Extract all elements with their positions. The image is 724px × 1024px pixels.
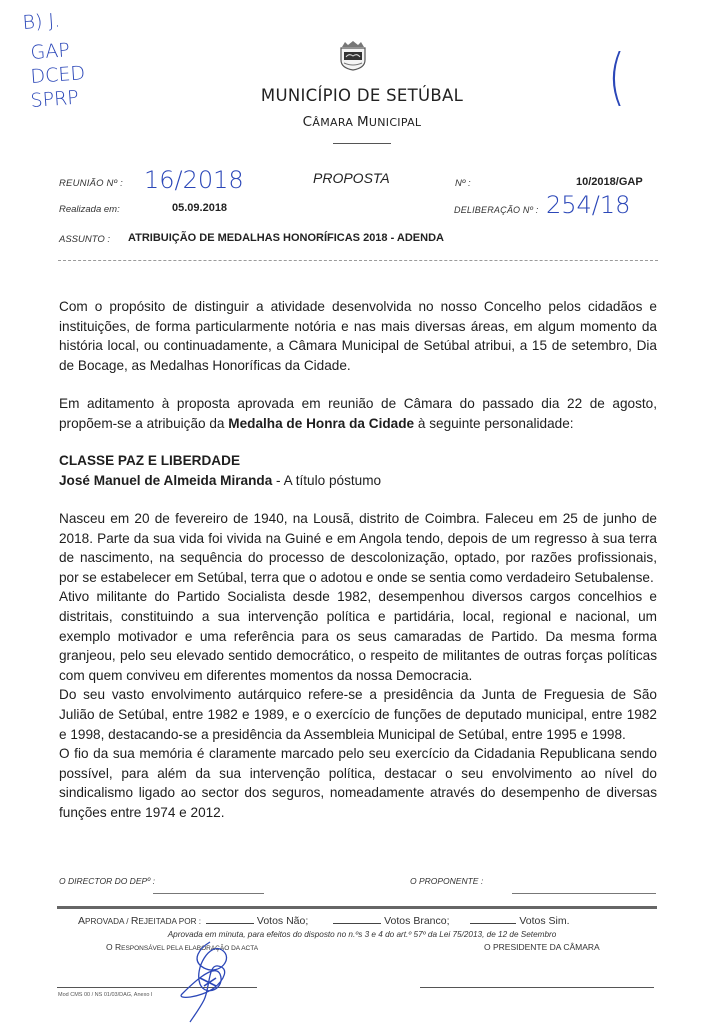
proposal-text-end: à seguinte personalidade: (414, 415, 574, 431)
handwritten-signature (170, 938, 250, 1024)
footer-divider (57, 906, 657, 909)
handwritten-note-line: SPRP (29, 86, 80, 112)
bio-paragraph: Nasceu em 20 de fevereiro de 1940, na Lousã, distrito de Coimbra. Faleceu em 25 de junho de 2018. Parte da sua vida foi vivida na Guiné e em Angola tendo, depois de um regresso à sua terra de nascimento, na sequência do processo de descolonização, optado, por razões profissionais, por se estabelecer em Setúbal, terra que o adotou e onde se sentia como verdadeiro Setubalense. (59, 511, 657, 585)
handwritten-note-line: DCED (29, 62, 86, 88)
header-divider (58, 260, 658, 261)
presidente-label: O PRESIDENTE DA CÂMARA (484, 942, 600, 952)
subject: ATRIBUIÇÃO DE MEDALHAS HONORÍFICAS 2018 - ADENDA (128, 232, 444, 244)
meeting-date: 05.09.2018 (172, 202, 228, 214)
approval-label: PROVADA / (85, 917, 131, 926)
handwritten-margin-mark: ( (608, 41, 626, 114)
chamber-title-part: UNICIPAL (368, 116, 422, 129)
biography (59, 509, 657, 823)
municipal-crest-icon (336, 38, 370, 72)
approval-label: R (130, 915, 139, 927)
proposal-number: 10/2018/GAP (576, 176, 643, 188)
intro-text: Com o propósito de distinguir a atividade desenvolvida no nosso Concelho pelos cidadãos e instituições, de forma particularmente notória e nas mais diversas áreas, em algum momento da história local, ou continuadamente, a Câmara Municipal de Setúbal atribui, a 15 de setembro, Dia de Bocage, as Medalhas Honoríficas da Cidade. (59, 299, 657, 373)
title-divider (333, 143, 391, 144)
model-reference: Mod CMS 00 / NS 01/03/DAG, Anexo I (58, 992, 153, 998)
intro-paragraph (59, 297, 657, 375)
honoree-suffix: - A título póstumo (272, 472, 382, 488)
document-type: PROPOSTA (313, 170, 390, 186)
bio-paragraph: Do seu vasto envolvimento autárquico refere-se a presidência da Junta de Freguesia de São Julião de Setúbal, entre 1982 e 1989, e o exercício de funções de deputado municipal, entre 1982 e 1998, destacando-se a presidência da Assembleia Municipal de Setúbal, entre 1995 e 1998. (59, 687, 657, 742)
assunto-label: ASSUNTO : (59, 234, 111, 245)
presidente-signature-line (420, 987, 654, 988)
deliberacao-number: 254/18 (546, 191, 631, 219)
approval-label: A (78, 915, 86, 927)
municipality-title: MUNICÍPIO DE SETÚBAL (260, 86, 464, 105)
bio-paragraph: O fio da sua memória é claramente marcado pelo seu exercício da Cidadania Republicana sendo possível, para além da sua intervenção política, destacar o seu envolvimento ao nível do sindicalismo ligado ao sector dos seguros, nomeadamente através do desempenho de diversas funções entre 1974 e 2012. (59, 746, 657, 820)
director-signature-line (153, 893, 264, 894)
votos-sim-blank (470, 914, 516, 924)
director-label: O DIRECTOR DO DEPº : (59, 876, 155, 886)
handwritten-note-line: GAP (29, 39, 71, 64)
handwritten-note-line: B) J. (21, 9, 61, 34)
proponente-label: O PROPONENTE : (410, 876, 484, 886)
medal-name: Medalha de Honra da Cidade (228, 415, 415, 431)
votos-sim-label: Votos Sim. (519, 915, 570, 927)
approval-law-note: Aprovada em minuta, para efeitos do disposto no n.ºs 3 e 4 do art.º 57º da Lei 75/2013, de 12 de Setembro (167, 930, 557, 939)
votos-branco-label: Votos Branco; (384, 915, 450, 927)
realizada-label: Realizada em: (59, 204, 120, 215)
chamber-title-part: M (356, 114, 369, 130)
proposal-paragraph (59, 394, 657, 433)
reuniao-label: REUNIÃO Nº : (59, 178, 123, 189)
votos-nao-label: Votos Não; (256, 915, 309, 927)
responsavel-label-part: O R (106, 942, 122, 952)
chamber-title-part: C (302, 114, 313, 130)
chamber-title (0, 114, 724, 130)
deliberacao-label: DELIBERAÇÃO Nº : (454, 205, 539, 215)
numero-label: Nº : (455, 178, 471, 189)
honoree-block (59, 451, 657, 490)
approval-row (78, 914, 570, 927)
medal-class: CLASSE PAZ E LIBERDADE (59, 453, 241, 468)
proponente-signature-line (512, 893, 656, 894)
approval-label: EJEITADA POR : (138, 917, 202, 926)
votos-nao-blank (206, 914, 254, 924)
honoree-name: José Manuel de Almeida Miranda (59, 472, 273, 488)
bio-paragraph: Ativo militante do Partido Socialista desde 1982, desempenhou diversos cargos concelhios e distritais, constituindo a sua intervenção política e partidária, local, regional e nacional, um exemplo motivador e uma referência para os seus camaradas de Partido. Da mesma forma granjeou, pelo seu elevado sentido democrático, o respeito de militantes de outras forças políticas com quem conviveu em diferentes momentos da nossa Democracia. (59, 589, 657, 683)
votos-branco-blank (333, 914, 381, 924)
reuniao-number: 16/2018 (144, 166, 244, 194)
proposal-text: Em aditamento à proposta aprovada em reunião de Câmara do passado dia 22 de agosto, propõem-se a atribuição da (59, 396, 657, 431)
responsavel-label-part: ESPONSÁVEL PELA ELABORAÇÃO DA ACTA (121, 945, 259, 952)
chamber-title-part: ÂMARA (312, 116, 357, 129)
